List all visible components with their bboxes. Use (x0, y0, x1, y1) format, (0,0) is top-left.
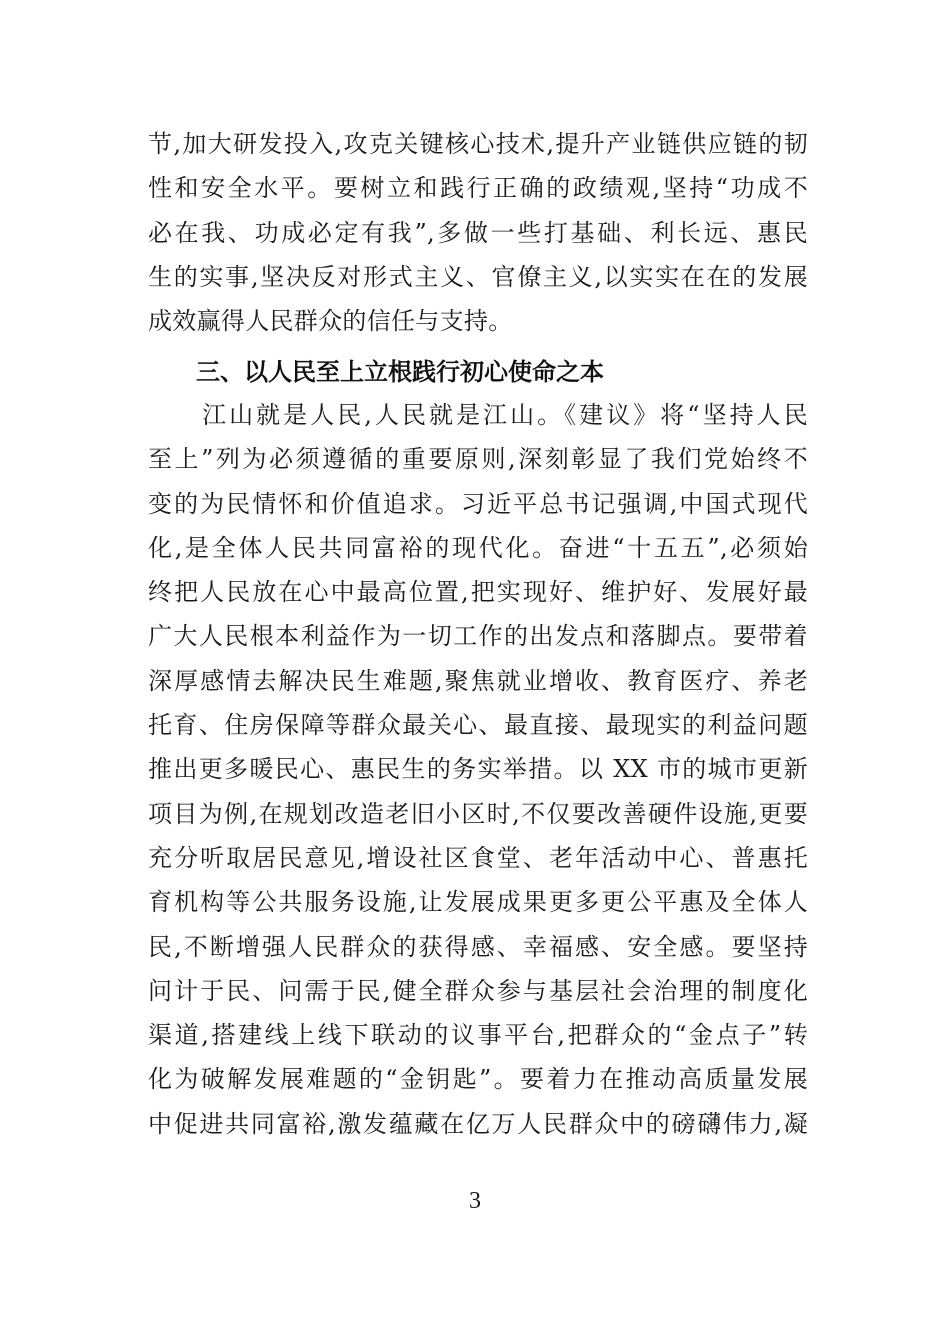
paragraph-line: 问计于民、问需于民,健全群众参与基层社会治理的制度化 (148, 976, 808, 1005)
paragraph-line: 化为破解发展难题的“金钥匙”。要着力在推动高质量发展 (148, 1065, 808, 1094)
section-heading: 三、以人民至上立根践行初心使命之本 (196, 358, 604, 386)
paragraph-line: 深厚感情去解决民生难题,聚焦就业增收、教育医疗、养老 (148, 666, 808, 695)
paragraph-line: 必在我、功成必定有我”,多做一些打基础、利长远、惠民 (148, 218, 808, 247)
paragraph-line: 渠道,搭建线上线下联动的议事平台,把群众的“金点子”转 (148, 1021, 808, 1050)
page-number: 3 (469, 1188, 481, 1214)
paragraph-line: 性和安全水平。要树立和践行正确的政绩观,坚持“功成不 (148, 174, 808, 203)
paragraph-main (148, 393, 808, 1146)
paragraph-line: 中促进共同富裕,激发蕴藏在亿万人民群众中的磅礴伟力,凝 (148, 1109, 808, 1138)
paragraph-line: 生的实事,坚决反对形式主义、官僚主义,以实实在在的发展 (148, 262, 808, 291)
paragraph-line: 项目为例,在规划改造老旧小区时,不仅要改善硬件设施,更要 (148, 799, 808, 828)
paragraph-line: 节,加大研发投入,攻克关键核心技术,提升产业链供应链的韧 (148, 130, 808, 158)
paragraph-line: 民,不断增强人民群众的获得感、幸福感、安全感。要坚持 (148, 932, 808, 961)
paragraph-line: 变的为民情怀和价值追求。习近平总书记强调,中国式现代 (148, 489, 808, 518)
paragraph-line: 充分听取居民意见,增设社区食堂、老年活动中心、普惠托 (148, 843, 808, 872)
paragraph-line: 成效赢得人民群众的信任与支持。 (148, 307, 513, 336)
paragraph-line: 化,是全体人民共同富裕的现代化。奋进“十五五”,必须始 (148, 533, 808, 562)
paragraph-line: 推出更多暖民心、惠民生的务实举措。以 XX 市的城市更新 (148, 755, 808, 784)
paragraph-line: 育机构等公共服务设施,让发展成果更多更公平惠及全体人 (148, 888, 808, 917)
paragraph-line: 至上”列为必须遵循的重要原则,深刻彰显了我们党始终不 (148, 445, 808, 474)
paragraph-line: 终把人民放在心中最高位置,把实现好、维护好、发展好最 (148, 578, 808, 607)
paragraph-line: 江山就是人民,人民就是江山。《建议》将“坚持人民 (148, 401, 808, 429)
paragraph-top (148, 122, 808, 343)
paragraph-line: 托育、住房保障等群众最关心、最直接、最现实的利益问题 (148, 711, 808, 740)
paragraph-line: 广大人民根本利益作为一切工作的出发点和落脚点。要带着 (148, 622, 808, 651)
